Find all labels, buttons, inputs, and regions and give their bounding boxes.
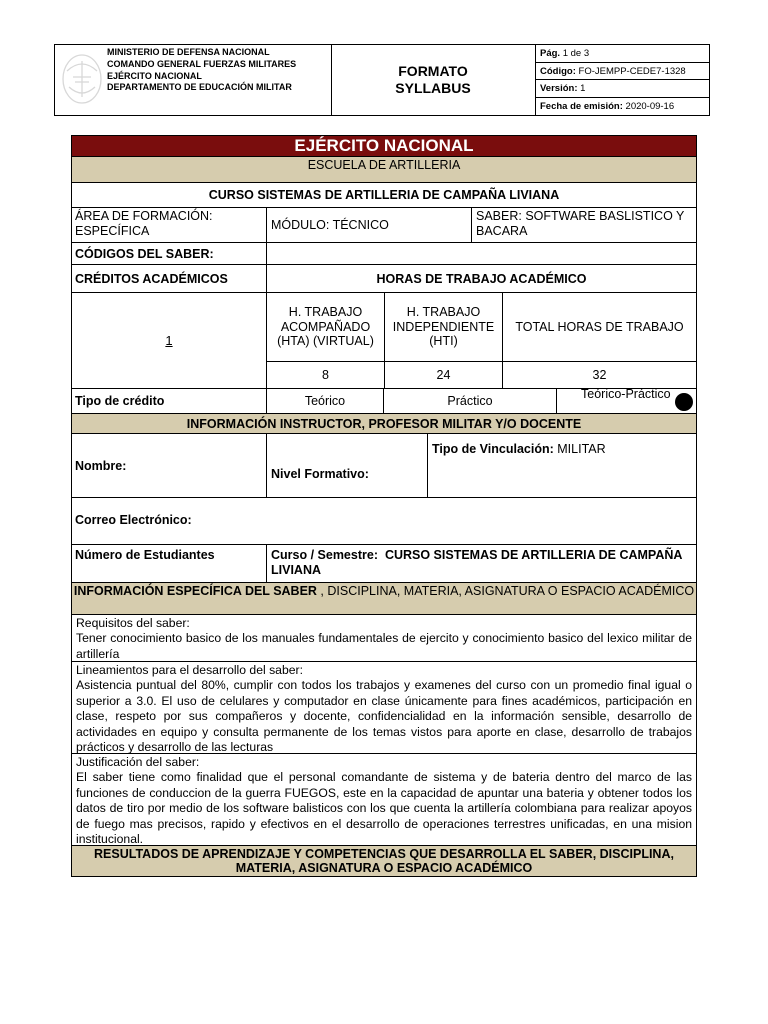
syllabus-form <box>71 135 697 877</box>
module-text: MÓDULO: TÉCNICO <box>271 218 389 232</box>
hta-value: 8 <box>322 368 329 382</box>
meta-date <box>536 98 710 116</box>
credits-hours-row <box>72 265 696 293</box>
course-title: CURSO SISTEMAS DE ARTILLERIA DE CAMPAÑA LIVIANA <box>208 188 560 202</box>
school-title: ESCUELA DE ARTILLERIA <box>307 158 461 172</box>
hours-block <box>72 293 696 389</box>
credits-value: 1 <box>165 333 173 348</box>
institution-band <box>72 136 696 157</box>
lineamientos-section <box>72 662 696 754</box>
results-title: RESULTADOS DE APRENDIZAJE Y COMPETENCIAS QUE DESARROLLA EL SABER, DISCIPLINA, MATERIA, ASIGNATURA O ESPACIO ACADÉMICO <box>94 847 674 875</box>
document-meta <box>536 45 710 115</box>
justificacion-body: El saber tiene como finalidad que el personal comandante de sistema y de bateria dentro del marco de las funciones de conduccion de la guerra FUEGOS, este en la capacidad de apuntar una bateria y obtener todos los datos de tiro por medio de los software balisticos con los que cuenta la artillería colombiana para realizar apoyos de fuego mas precisos, rapido y efectivos en el desarrollo de operaciones terrestres unificadas, en una mision institucional. <box>76 770 692 847</box>
curso-semestre-value: CURSO SISTEMAS DE ARTILLERIA DE CAMPAÑA LIVIANA <box>271 548 682 577</box>
meta-value: 1 de 3 <box>562 48 590 59</box>
curso-semestre-cell <box>266 545 696 582</box>
saber-cell <box>471 208 696 242</box>
meta-label: Código: <box>540 65 576 77</box>
ministry-line: MINISTERIO DE DEFENSA NACIONAL <box>107 47 270 57</box>
lineamientos-title: Lineamientos para el desarrollo del saber: <box>76 663 303 677</box>
requisitos-title: Requisitos del saber: <box>76 616 190 630</box>
credit-type-row <box>72 389 696 414</box>
hours-values <box>267 362 696 388</box>
lineamientos-body: Asistencia puntual del 80%, cumplir con todos los trabajos y examenes del curso con un promedio final igual o superior a 3.0. El uso de celulares y computador en clase únicamente para fines académicos, participación en clase, respeto por sus compañeros y docente, confidencialidad en la información sensible, desarrollo de actividades en equipo y consulta permanente de los temas vistos para aporte en clase, desarrollo de trabajos prácticos y desarrollo de las lecturas <box>76 678 692 755</box>
hti-label: H. TRABAJO INDEPENDIENTE (HTI) <box>392 305 495 349</box>
area-module-saber-row <box>72 208 696 243</box>
hours-label: HORAS DE TRABAJO ACADÉMICO <box>376 271 587 286</box>
specific-info-band <box>72 583 696 615</box>
hours-label-cell <box>266 265 696 292</box>
ministry-line: EJÉRCITO NACIONAL <box>107 70 202 81</box>
nombre-cell <box>72 434 266 497</box>
codes-label: CÓDIGOS DEL SABER: <box>75 246 214 261</box>
justificacion-title: Justificación del saber: <box>76 755 200 769</box>
hti-value: 24 <box>436 368 451 382</box>
students-row <box>72 545 696 583</box>
area-cell <box>72 208 266 242</box>
teorico-practico-option: Teórico-Práctico <box>581 387 671 401</box>
curso-semestre-label: Curso / Semestre: <box>271 548 378 562</box>
meta-value: 2020-09-16 <box>625 100 675 112</box>
meta-label: Versión: <box>540 83 578 94</box>
army-seal-logo <box>59 49 105 109</box>
vinculacion-cell <box>427 434 696 497</box>
module-cell <box>266 208 471 242</box>
instructor-band <box>72 414 696 434</box>
hours-headers <box>267 293 696 362</box>
hta-value-cell <box>267 362 384 388</box>
credit-type-label: Tipo de crédito <box>75 394 165 408</box>
credits-label: CRÉDITOS ACADÉMICOS <box>75 271 228 286</box>
meta-page <box>536 45 710 63</box>
meta-label: Fecha de emisión: <box>540 100 623 112</box>
area-text: ÁREA DE FORMACIÓN: ESPECÍFICA <box>75 209 213 238</box>
ministry-line: DEPARTAMENTO DE EDUCACIÓN MILITAR <box>107 82 292 93</box>
requisitos-body: Tener conocimiento basico de los manuales fundamentales de ejercito y conocimiento basico del lexico militar de artillería <box>76 631 692 661</box>
document-header <box>54 44 710 116</box>
specific-info-title-bold: INFORMACIÓN ESPECÍFICA DEL SABER <box>73 584 317 598</box>
teorico-cell <box>266 389 383 413</box>
school-band <box>72 157 696 183</box>
hti-header <box>384 293 502 361</box>
instructor-section-title: INFORMACIÓN INSTRUCTOR, PROFESOR MILITAR Y/O DOCENTE <box>186 416 582 431</box>
meta-value: 1 <box>580 83 586 94</box>
practico-option: Práctico <box>447 394 493 408</box>
credits-value-cell <box>72 293 266 388</box>
email-row <box>72 498 696 545</box>
ministry-line: COMANDO GENERAL FUERZAS MILITARES <box>107 58 297 69</box>
nombre-label: Nombre: <box>75 458 127 473</box>
format-title <box>331 45 536 115</box>
teorico-option: Teórico <box>304 394 346 408</box>
meta-code <box>536 63 710 81</box>
total-value: 32 <box>592 368 607 382</box>
saber-text: SABER: SOFTWARE BASLISTICO Y BACARA <box>476 209 685 238</box>
hta-header <box>267 293 384 361</box>
hti-value-cell <box>384 362 502 388</box>
format-title-line2: SYLLABUS <box>395 80 471 96</box>
requisitos-section <box>72 615 696 662</box>
hta-label: H. TRABAJO ACOMPAÑADO (HTA) (VIRTUAL) <box>277 305 374 349</box>
instructor-row <box>72 434 696 498</box>
students-label-cell <box>72 545 266 582</box>
codes-row <box>72 243 696 265</box>
ministry-lines <box>107 47 296 94</box>
format-title-line1: FORMATO <box>398 63 468 79</box>
nivel-label: Nivel Formativo: <box>271 467 369 481</box>
ministry-block <box>55 45 332 115</box>
justificacion-section <box>72 754 696 846</box>
hours-table <box>266 293 696 388</box>
credit-type-label-cell <box>72 389 266 413</box>
credits-label-cell <box>72 265 266 292</box>
students-label: Número de Estudiantes <box>75 548 215 562</box>
meta-version <box>536 80 710 98</box>
institution-title: EJÉRCITO NACIONAL <box>294 136 474 155</box>
codes-label-cell <box>72 243 266 264</box>
total-value-cell <box>502 362 696 388</box>
total-header <box>502 293 696 361</box>
selected-mark-icon <box>675 393 693 411</box>
email-label: Correo Electrónico: <box>75 513 192 527</box>
total-label: TOTAL HORAS DE TRABAJO <box>515 320 684 334</box>
results-band <box>72 846 696 876</box>
teorico-practico-cell <box>556 389 696 413</box>
vinculacion-value: MILITAR <box>557 442 606 456</box>
course-row <box>72 183 696 208</box>
meta-value: FO-JEMPP-CEDE7-1328 <box>578 65 686 77</box>
vinculacion-label: Tipo de Vinculación: <box>432 442 554 456</box>
meta-label: Pág. <box>540 48 561 59</box>
specific-info-title-rest: , DISCIPLINA, MATERIA, ASIGNATURA O ESPACIO ACADÉMICO <box>316 584 695 598</box>
codes-value-cell <box>266 243 696 264</box>
nivel-cell <box>266 434 427 497</box>
practico-cell <box>383 389 556 413</box>
